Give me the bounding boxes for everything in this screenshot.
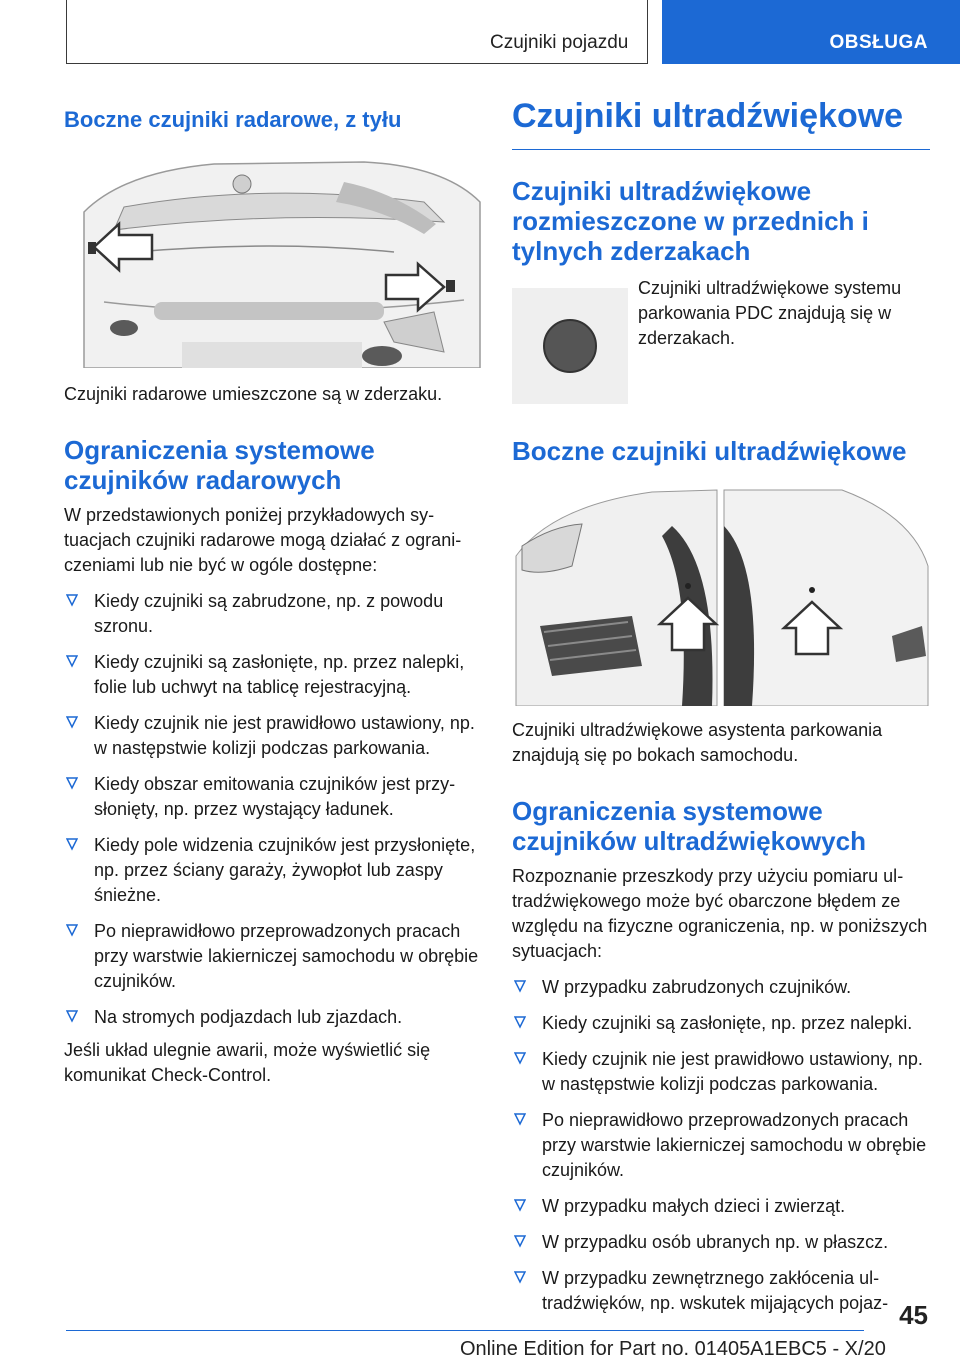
sensor-figure	[512, 288, 628, 404]
list-item-text: Kiedy czujnik nie jest prawidłowo ustawiony, np. w następstwie kolizji podczas parkowania.	[542, 1048, 923, 1094]
triangle-bullet-icon	[66, 654, 78, 668]
ultrasonic-limits-intro: Rozpoznanie przeszkody przy użyciu pomiaru ultradźwiękowego może być obarczone błędem ze względu na fizyczne ograniczenia, np. w poniższych sytuacjach:	[512, 865, 928, 961]
list-item-text: Kiedy obszar emitowania czujników jest przysłonięty, np. przez wystający ładunek.	[94, 774, 456, 819]
list-item	[512, 1047, 930, 1097]
list-item	[512, 1108, 930, 1183]
list-item-text: Kiedy czujnik nie jest prawidłowo ustawiony, np. w następstwie kolizji podczas parkowania.	[94, 713, 475, 758]
list-item-text: Po nieprawidłowo przeprowadzonych pracach przy warstwie lakierniczej samochodu w obrębie czujników.	[94, 921, 479, 991]
side-sensors-caption: Czujniki ultradźwiękowe asystenta parkowania znajdują się po bokach samochodu.	[512, 719, 883, 765]
triangle-bullet-icon	[514, 979, 526, 993]
triangle-bullet-icon	[514, 1270, 526, 1284]
side-sensors-illustration	[512, 486, 930, 706]
left-column	[64, 96, 482, 1088]
triangle-bullet-icon	[66, 1009, 78, 1023]
triangle-bullet-icon	[66, 593, 78, 607]
list-item	[64, 833, 482, 908]
footer-edition: Online Edition for Part no. 01405A1EBC5 - X/20	[460, 1338, 886, 1360]
list-item	[64, 589, 482, 639]
ultrasonic-limits-list	[512, 975, 930, 1316]
list-item	[512, 975, 930, 1000]
list-item	[512, 1266, 930, 1316]
list-item	[512, 1230, 930, 1255]
radar-limits-intro: W przedstawionych poniżej przykładowych sytuacjach czujniki radarowe mogą działać z ograniczeniami lub nie być w ogóle dostępne:	[64, 505, 462, 575]
front-rear-sensors-text: Czujniki ultradźwiękowe systemu parkowania PDC znajdują się w zderzakach.	[638, 277, 902, 348]
side-sensors-figure	[512, 486, 930, 706]
list-item-text: Kiedy czujniki są zabrudzone, np. z powodu szronu.	[94, 591, 444, 636]
header-chapter-tab[interactable]: OBSŁUGA	[662, 0, 960, 64]
list-item-text: Kiedy pole widzenia czujników jest przysłonięte, np. przez ściany garaży, żywopłot lub zaspy śnieżne.	[94, 835, 476, 905]
list-item	[64, 650, 482, 700]
list-item	[64, 919, 482, 994]
list-item	[64, 772, 482, 822]
sensor-disc-illustration	[512, 288, 628, 404]
triangle-bullet-icon	[66, 715, 78, 729]
list-item-text: Kiedy czujniki są zasłonięte, np. przez nalepki.	[542, 1012, 913, 1033]
triangle-bullet-icon	[514, 1051, 526, 1065]
radar-failure-note: Jeśli układ ulegnie awarii, może wyświetlić się komunikat Check-Control.	[64, 1040, 431, 1085]
list-item	[512, 1011, 930, 1036]
front-rear-sensors-block	[512, 277, 930, 396]
list-item	[64, 1005, 482, 1030]
front-rear-sensors-heading: Czujniki ultradźwiękowe rozmieszczone w przednich i tylnych zderzakach	[512, 175, 869, 266]
list-item-text: W przypadku zewnętrznego zakłócenia ultradźwięków, np. wskutek mijających pojaz-	[542, 1267, 889, 1313]
radar-limits-list	[64, 589, 482, 1030]
triangle-bullet-icon	[514, 1015, 526, 1029]
rear-bumper-figure	[64, 152, 482, 368]
list-item-text: Po nieprawidłowo przeprowadzonych pracach przy warstwie lakierniczej samochodu w obrębie czujników.	[542, 1109, 927, 1180]
footer-divider	[66, 1330, 864, 1331]
page-number: 45	[899, 1300, 928, 1330]
triangle-bullet-icon	[514, 1234, 526, 1248]
triangle-bullet-icon	[514, 1198, 526, 1212]
header-section-title: Czujniki pojazdu	[490, 32, 629, 53]
radar-limits-heading: Ograniczenia systemowe czujników radarowych	[64, 435, 375, 495]
ultrasonic-limits-heading: Ograniczenia systemowe czujników ultradźwiękowych	[512, 795, 866, 856]
triangle-bullet-icon	[66, 776, 78, 790]
right-column	[512, 96, 930, 1316]
list-item-text: Kiedy czujniki są zasłonięte, np. przez nalepki, folie lub uchwyt na tablicę rejestracyjną.	[94, 652, 465, 697]
list-item	[512, 1194, 930, 1219]
side-sensors-heading: Boczne czujniki ultradźwiękowe	[512, 435, 907, 466]
ultrasonic-main-heading: Czujniki ultradźwiękowe	[512, 96, 930, 150]
triangle-bullet-icon	[66, 923, 78, 937]
list-item-text: W przypadku osób ubranych np. w płaszcz.	[542, 1231, 889, 1252]
list-item-text: Na stromych podjazdach lub zjazdach.	[94, 1007, 403, 1027]
rear-bumper-illustration	[64, 152, 482, 368]
rear-radar-caption: Czujniki radarowe umieszczone są w zderzaku.	[64, 384, 443, 404]
list-item	[64, 711, 482, 761]
triangle-bullet-icon	[66, 837, 78, 851]
rear-radar-heading: Boczne czujniki radarowe, z tyłu	[64, 107, 402, 132]
list-item-text: W przypadku małych dzieci i zwierząt.	[542, 1195, 846, 1216]
list-item-text: W przypadku zabrudzonych czujników.	[542, 976, 852, 997]
triangle-bullet-icon	[514, 1112, 526, 1126]
